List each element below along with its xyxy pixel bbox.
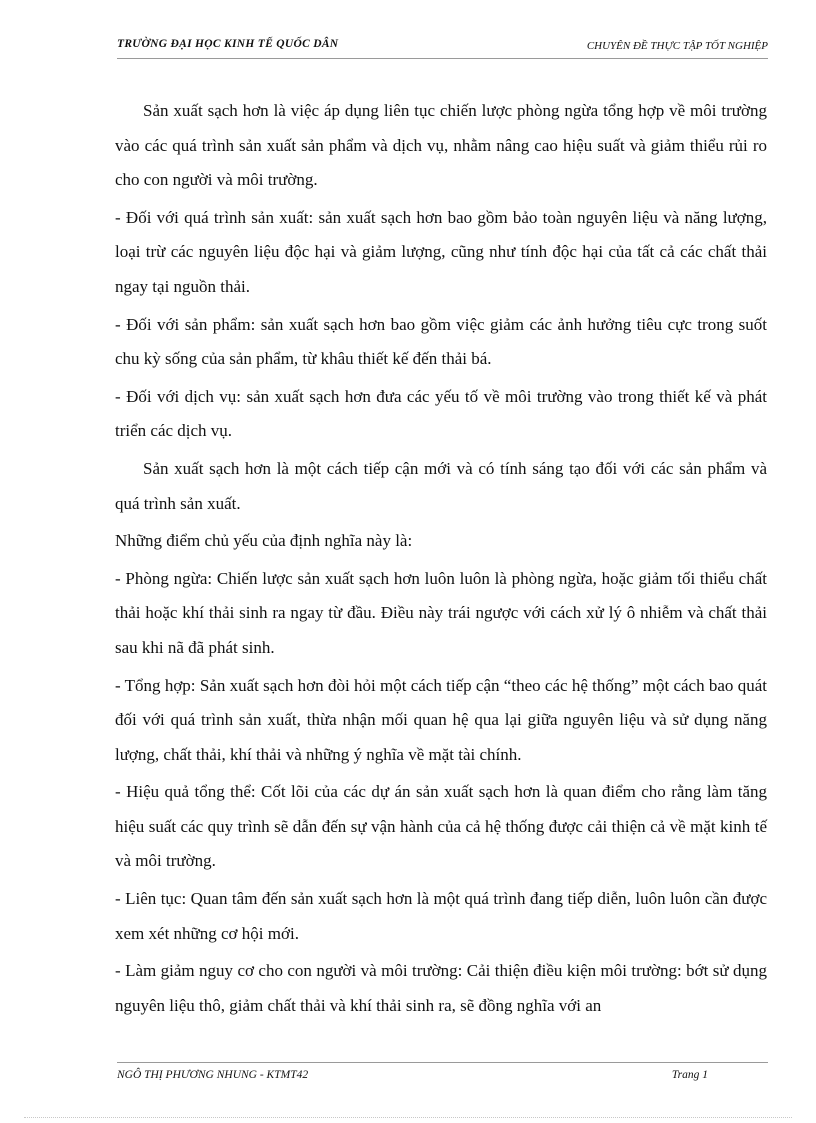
paragraph-production-process: - Đối với quá trình sản xuất: sản xuất sạch hơn bao gồm bảo toàn nguyên liệu và năng lượng, loại trừ các nguyên liệu độc hại và giảm lượng, cũng như tính độc hại của tất cả các chất thải ngay tại nguồn thải. xyxy=(115,207,767,296)
footer-page-number: Trang 1 xyxy=(671,1069,708,1081)
page-bottom-edge xyxy=(24,1117,792,1118)
header-institution: TRƯỜNG ĐẠI HỌC KINH TẾ QUỐC DÂN xyxy=(117,38,339,50)
header-divider xyxy=(117,58,768,59)
paragraph-prevention: - Phòng ngừa: Chiến lược sản xuất sạch hơn luôn luôn là phòng ngừa, hoặc giảm tối thiểu chất thải hoặc khí thải sinh ra ngay từ đầu. Điều này trái ngược với cách xử lý ô nhiễm và chất thải sau khi nã đã phát sinh. xyxy=(115,568,767,657)
paragraph-integration: - Tổng hợp: Sản xuất sạch hơn đòi hỏi một cách tiếp cận “theo các hệ thống” một cách bao quát đối với quá trình sản xuất, thừa nhận mối quan hệ qua lại giữa nguyên liệu và sử dụng năng lượng, chất thải, khí thải và những ý nghĩa về mặt tài chính. xyxy=(115,675,767,764)
paragraph-services: - Đối với dịch vụ: sản xuất sạch hơn đưa các yếu tố về môi trường vào trong thiết kế và phát triển các dịch vụ. xyxy=(115,386,767,441)
footer-divider xyxy=(117,1062,768,1063)
paragraph-products: - Đối với sản phẩm: sản xuất sạch hơn bao gồm việc giảm các ảnh hưởng tiêu cực trong suốt chu kỳ sống của sản phẩm, từ khâu thiết kế đến thải bá. xyxy=(115,314,767,369)
paragraph-new-approach: Sản xuất sạch hơn là một cách tiếp cận mới và có tính sáng tạo đối với các sản phẩm và quá trình sản xuất. xyxy=(115,458,767,513)
paragraph-risk-reduction: - Làm giảm nguy cơ cho con người và môi trường: Cải thiện điều kiện môi trường: bớt sử dụng nguyên liệu thô, giảm chất thải và khí thải sinh ra, sẽ đồng nghĩa với an xyxy=(115,961,767,1015)
footer-author: NGÔ THỊ PHƯƠNG NHUNG - KTMT42 xyxy=(117,1069,309,1081)
paragraph-overall-efficiency: - Hiệu quả tổng thể: Cốt lõi của các dự án sản xuất sạch hơn là quan điểm cho rằng làm tăng hiệu suất các quy trình sẽ dẫn đến sự vận hành của cả hệ thống được cải thiện cả về mặt kinh tế và môi trường. xyxy=(115,782,767,871)
paragraph-continuity: - Liên tục: Quan tâm đến sản xuất sạch hơn là một quá trình đang tiếp diễn, luôn luôn cần được xem xét những cơ hội mới. xyxy=(115,889,767,943)
paragraph-definition: Sản xuất sạch hơn là việc áp dụng liên tục chiến lược phòng ngừa tổng hợp về môi trường vào các quá trình sản xuất sản phẩm và dịch vụ, nhằm nâng cao hiệu suất và giảm thiểu rủi ro cho con người và môi trường. xyxy=(115,101,767,190)
header-document-type: CHUYÊN ĐỀ THỰC TẬP TỐT NGHIỆP xyxy=(586,40,768,52)
document-body xyxy=(115,94,767,1023)
paragraph-key-points-intro: Những điểm chủ yếu của định nghĩa này là: xyxy=(115,531,413,551)
